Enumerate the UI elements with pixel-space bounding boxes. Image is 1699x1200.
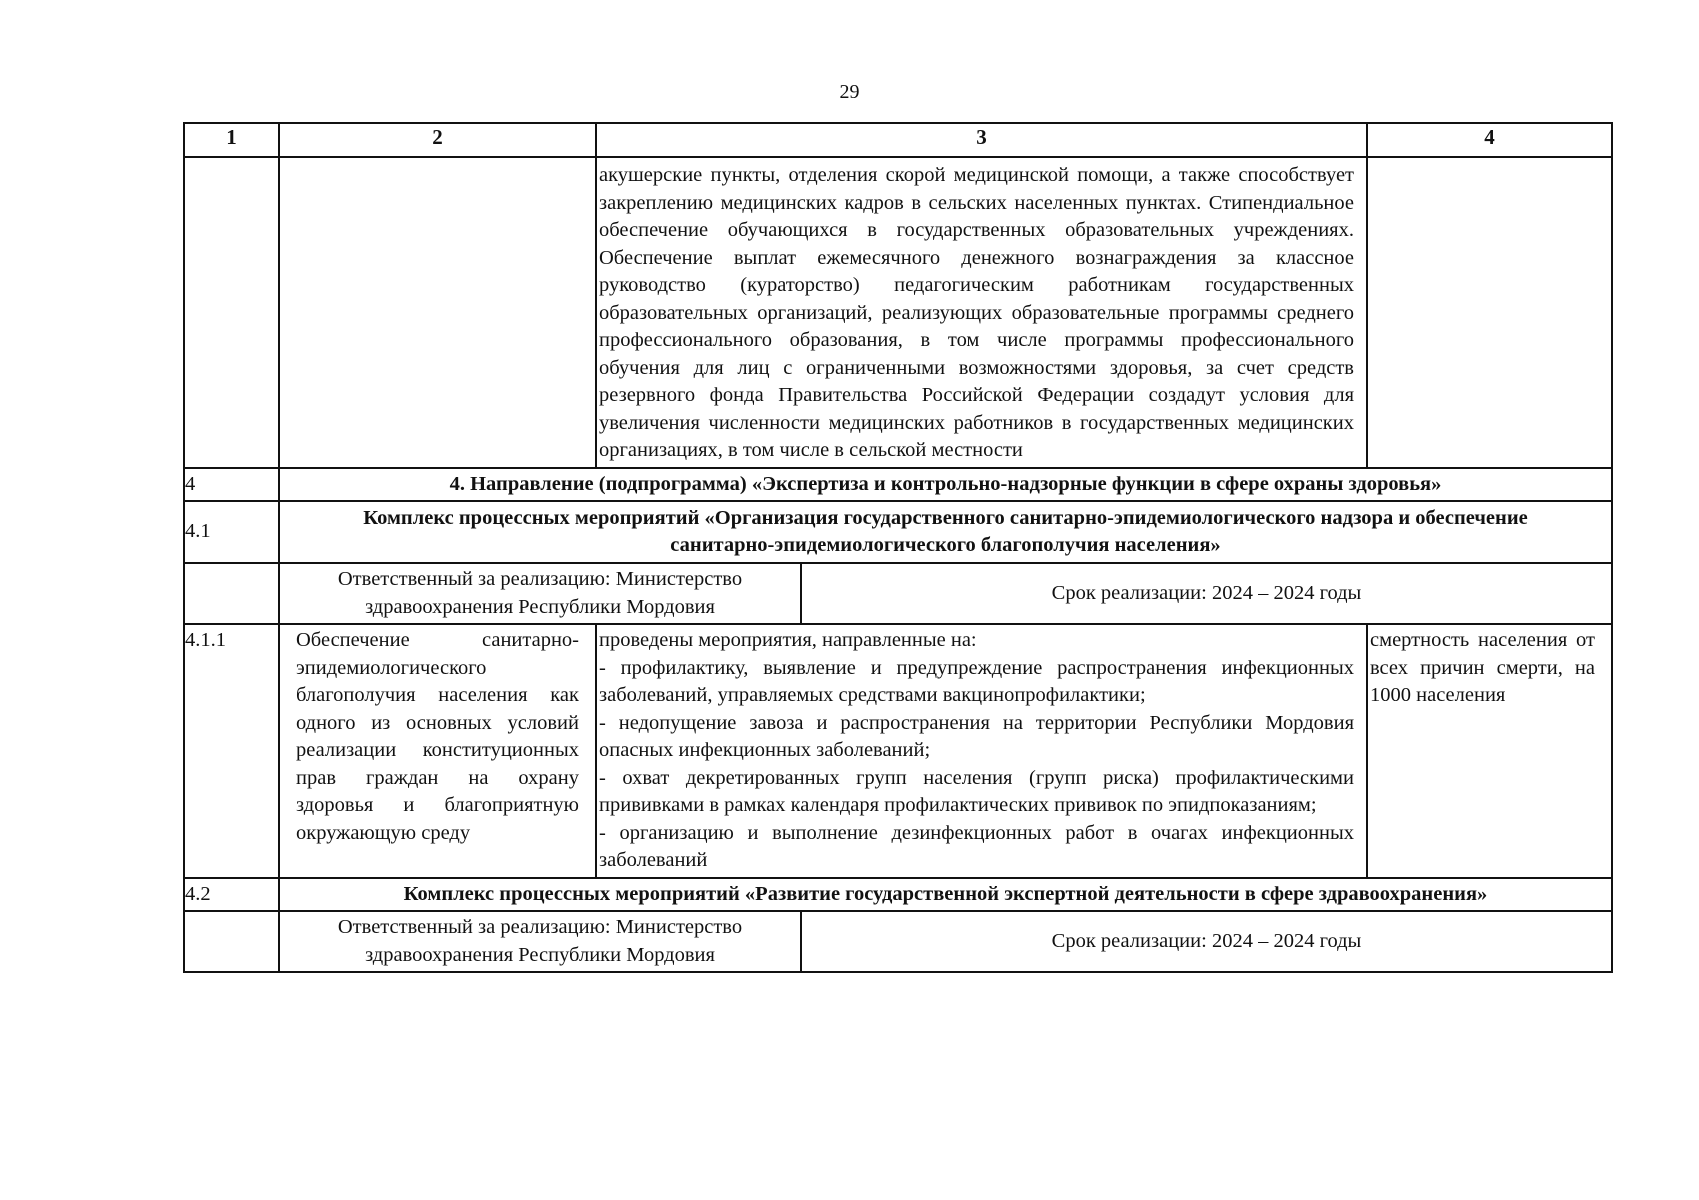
section-4-2-meta-table (280, 912, 1611, 971)
header-row (184, 123, 1612, 157)
continuation-col-4 (1367, 157, 1612, 468)
row-4-1-1 (184, 624, 1612, 878)
header-col-4: 4 (1367, 123, 1612, 157)
row-4-1-1-measures (596, 624, 1367, 878)
section-4-1-number: 4.1 (184, 501, 279, 563)
section-4-1-title: Комплекс процессных мероприятий «Организация государственного санитарно-эпидемиологического надзора и обеспечение санитарно-эпидемиологического благополучия населения» (279, 501, 1612, 563)
continuation-col-1 (184, 157, 279, 468)
section-4-2-meta-row (184, 911, 1612, 972)
section-4-title: 4. Направление (подпрограмма) «Экспертиза и контрольно-надзорные функции в сфере охраны здоровья» (279, 468, 1612, 502)
continuation-col-2 (279, 157, 596, 468)
section-4-2-title: Комплекс процессных мероприятий «Развитие государственной экспертной деятельности в сфере здравоохранения» (279, 878, 1612, 912)
section-4-row (184, 468, 1612, 502)
header-col-2: 2 (279, 123, 596, 157)
section-4-1-meta-row (184, 563, 1612, 624)
section-4-1-meta (279, 563, 1612, 624)
document-table (183, 122, 1613, 973)
section-4-1-row (184, 501, 1612, 563)
row-4-1-1-number: 4.1.1 (184, 624, 279, 878)
measure-item-4: - организацию и выполнение дезинфекционных работ в очагах инфекционных заболеваний (599, 821, 1354, 871)
measures-intro: проведены мероприятия, направленные на: (599, 629, 977, 651)
section-4-1-period: Срок реализации: 2024 – 2024 годы (1051, 581, 1362, 604)
header-col-3: 3 (596, 123, 1367, 157)
row-4-1-1-task: Обеспечение санитарно-эпидемиологического благополучия населения как одного из основных условий реализации конституционных прав граждан на охрану здоровья и благоприятную окружающую среду (279, 624, 596, 878)
measure-item-2: - недопущение завоза и распространения на территории Республики Мордовия опасных инфекционных заболеваний; (599, 711, 1354, 761)
page-number: 29 (839, 81, 860, 103)
section-4-1-meta-table (280, 564, 1611, 623)
continuation-text: акушерские пункты, отделения скорой медицинской помощи, а также способствует закреплению медицинских кадров в сельских населенных пунктах. Стипендиальное обеспечение обучающихся в государственных образовательных учреждениях. Обеспечение выплат ежемесячного денежного вознаграждения за классное руководство (кураторство) педагогическим работникам государственных образовательных организаций, реализующих образовательные программы среднего профессионального образования, в том числе программы профессионального обучения для лиц с ограниченными возможностями здоровья, за счет средств резервного фонда Правительства Российской Федерации создадут условия для увеличения численности медицинских работников в государственных медицинских организациях, в том числе в сельской местности (596, 157, 1367, 468)
measure-item-1: - профилактику, выявление и предупреждение распространения инфекционных заболеваний, управляемых средствами вакцинопрофилактики; (599, 656, 1354, 706)
section-4-2-meta-empty (184, 911, 279, 972)
section-4-2-period: Срок реализации: 2024 – 2024 годы (1051, 929, 1362, 952)
section-4-2-number: 4.2 (184, 878, 279, 912)
header-col-1: 1 (184, 123, 279, 157)
document-table-wrap (183, 122, 1611, 973)
section-4-2-row (184, 878, 1612, 912)
section-4-1-meta-empty (184, 563, 279, 624)
section-4-2-meta (279, 911, 1612, 972)
section-4-1-responsible: Ответственный за реализацию: Министерство здравоохранения Республики Мордовия (280, 564, 801, 623)
section-4-2-responsible: Ответственный за реализацию: Министерство здравоохранения Республики Мордовия (280, 912, 801, 971)
continuation-row (184, 157, 1612, 468)
measure-item-3: - охват декретированных групп населения (групп риска) профилактическими прививками в рамках календаря профилактических прививок по эпидпоказаниям; (599, 766, 1354, 816)
section-4-number: 4 (184, 468, 279, 502)
row-4-1-1-indicator: смертность населения от всех причин смерти, на 1000 населения (1367, 624, 1612, 878)
